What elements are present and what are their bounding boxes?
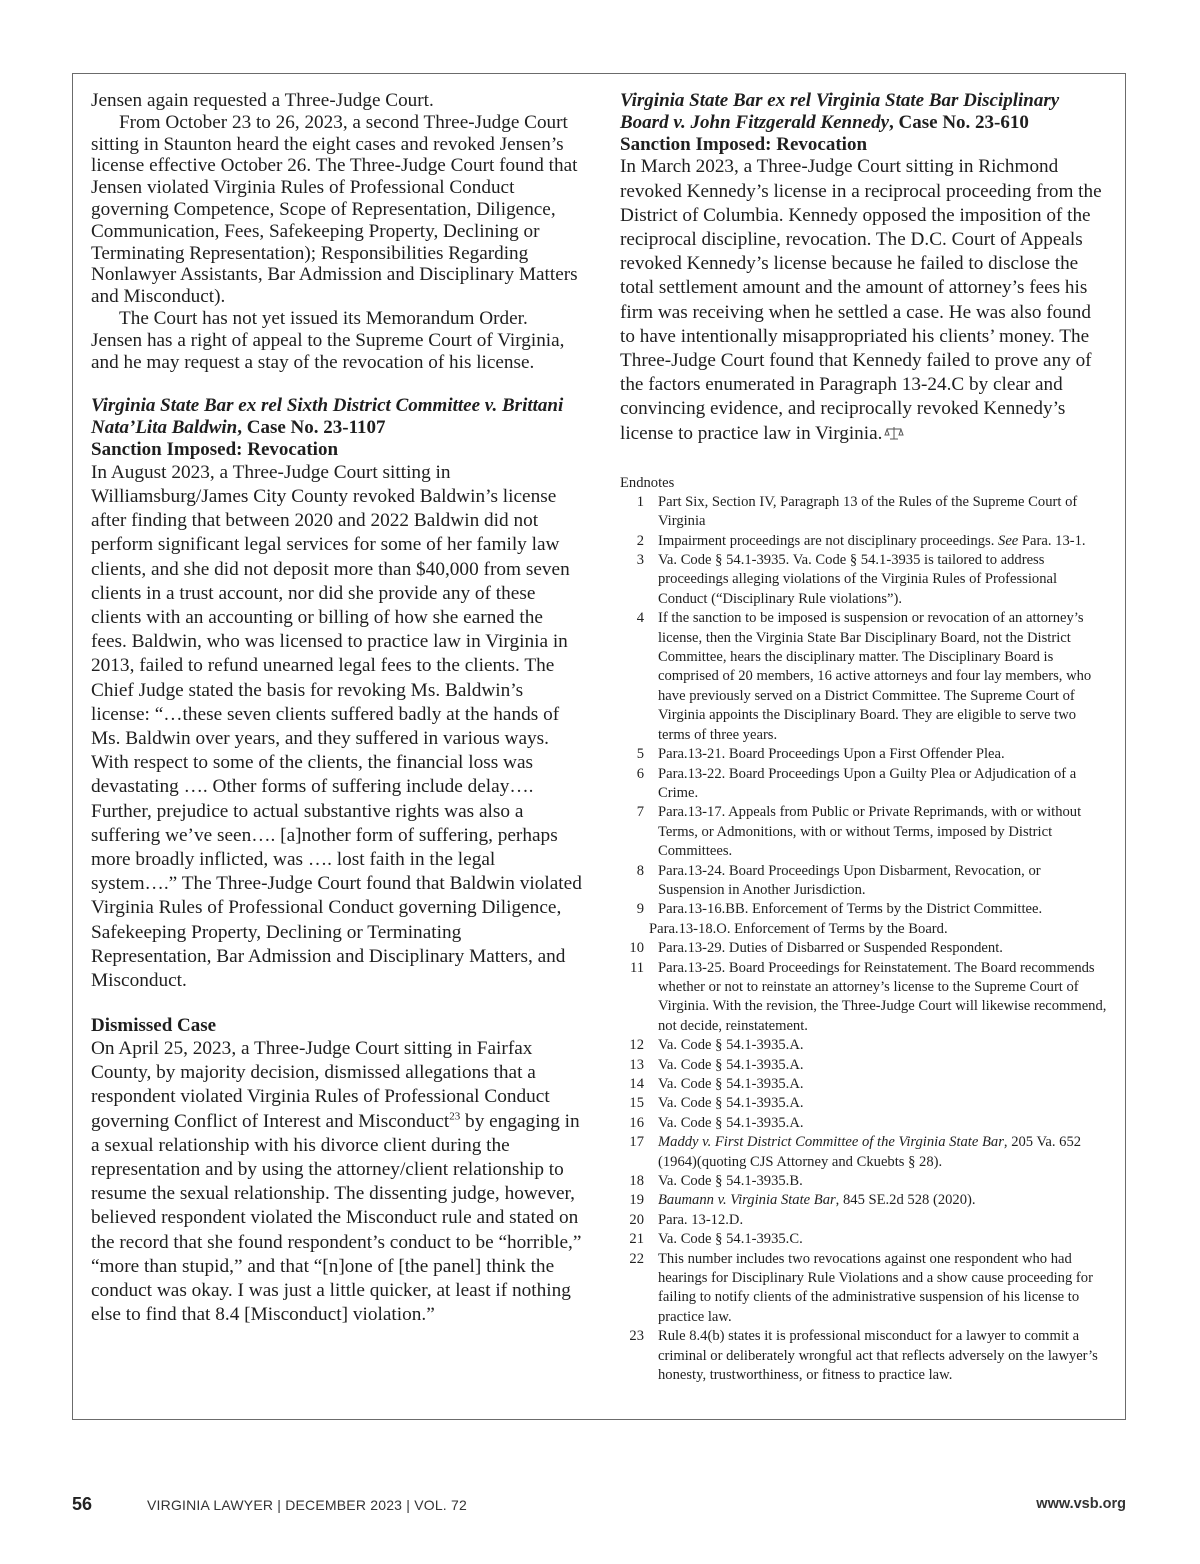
endnote-number: 2 — [636, 532, 644, 549]
endnote-number: 20 — [629, 1211, 644, 1228]
endnote-item — [620, 1250, 1108, 1328]
endnote-text: Va. Code § 54.1-3935.A. — [658, 1037, 804, 1054]
endnote-text: Para.13-17. Appeals from Public or Private Reprimands, with or without Terms, or Admonitions, with or without Terms, imposed by District Committees. — [658, 804, 1082, 860]
case-number-baldwin: , Case No. 23-1107 — [237, 417, 386, 439]
endnote-text: Va. Code § 54.1-3935.A. — [658, 1076, 804, 1093]
endnote-text: Part Six, Section IV, Paragraph 13 of the Rules of the Supreme Court of Virginia — [658, 493, 1078, 530]
endnote-number: 17 — [629, 1134, 644, 1151]
endnote-text — [658, 1191, 1108, 1210]
endnote-number: 19 — [629, 1192, 644, 1209]
endnote-number: 21 — [629, 1231, 644, 1248]
endnote-text-italic: Maddy v. First District Committee of the Virginia State Bar — [658, 1134, 1004, 1151]
endnote-text: Para.13-22. Board Proceedings Upon a Guilty Plea or Adjudication of a Crime. — [658, 765, 1077, 801]
endnote-text: Para.13-16.BB. Enforcement of Terms by the District Committee. — [658, 901, 1043, 918]
endnote-text: If the sanction to be imposed is suspension or revocation of an attorney’s license, then the Virginia State Bar Disciplinary Board, not the District Committee, hears the disciplinary matter. The Disciplinary Board is comprised of 20 members, 16 active attorneys and four lay members, who have previously served on a District Committee. The Supreme Court of Virginia appoints the Disciplinary Board. They are eligible to serve two terms of three years. — [658, 610, 1092, 743]
endnote-item — [620, 532, 1108, 551]
endnote-item — [620, 959, 1108, 1037]
endnote-number: 6 — [636, 765, 644, 782]
intro-paragraph-3: The Court has not yet issued its Memorandum Order. Jensen has a right of appeal to the Supreme Court of Virginia, and he may request a stay of the revocation of his license. — [91, 307, 565, 373]
sanction-kennedy: Sanction Imposed: Revocation — [620, 133, 868, 155]
endnote-number: 14 — [629, 1076, 644, 1093]
endnote-item — [620, 939, 1108, 958]
dismissed-case-heading: Dismissed Case — [91, 1015, 217, 1037]
endnote-item — [620, 862, 1108, 901]
page-number: 56 — [72, 1494, 93, 1514]
endnote-text: Va. Code § 54.1-3935.A. — [658, 1056, 804, 1073]
endnote-text: Para. 13-12.D. — [658, 1211, 744, 1228]
endnote-number: 13 — [629, 1056, 644, 1073]
endnote-number: 1 — [636, 493, 644, 510]
endnote-number: 12 — [629, 1037, 644, 1054]
right-column — [620, 90, 1108, 1386]
endnote-text-part: Para. 13-1. — [1018, 532, 1086, 549]
case-body-kennedy — [620, 155, 1108, 445]
endnote-number: 9 — [636, 901, 644, 918]
endnote-text: Para.13-24. Board Proceedings Upon Disbarment, Revocation, or Suspension in Another Jurisdiction. — [658, 862, 1041, 898]
endnote-text: Va. Code § 54.1-3935.A. — [658, 1114, 804, 1131]
endnote-number: 11 — [629, 959, 644, 976]
endnote-item — [620, 493, 1108, 532]
case-title-kennedy — [620, 90, 1108, 134]
endnote-number: 15 — [629, 1095, 644, 1112]
intro-paragraph-1: Jensen again requested a Three-Judge Court. — [91, 90, 434, 111]
dismissed-body-part-a: On April 25, 2023, a Three-Judge Court sitting in Fairfax County, by majority decision, dismissed allegations that a respondent violated Virginia Rules of Professional Conduct governing Conflict of Interest and Misconduct — [91, 1038, 550, 1132]
endnote-number: 10 — [629, 940, 644, 957]
endnote-number: 18 — [629, 1173, 644, 1190]
endnote-text: Va. Code § 54.1-3935.A. — [658, 1095, 804, 1112]
endnote-item — [620, 1114, 1108, 1133]
endnote-text-part: , 205 Va. 652 (1964)(quoting CJS Attorney and Ckuebts § 28). — [658, 1134, 1082, 1170]
case-number-kennedy: , Case No. 23-610 — [889, 111, 1029, 133]
endnote-text: Para.13-25. Board Proceedings for Reinstatement. The Board recommends whether or not to reinstate an attorney’s license to the Supreme Court of Virginia. With the revision, the Three-Judge Court will likewise recommend, not decide, reinstatement. — [658, 959, 1107, 1034]
scales-of-justice-icon — [884, 423, 904, 437]
case-title-baldwin — [91, 395, 583, 439]
endnote-number: 3 — [636, 552, 644, 569]
endnote-item — [620, 765, 1108, 804]
endnote-item — [620, 1172, 1108, 1191]
endnote-text-part: Impairment proceedings are not disciplinary proceedings. — [658, 532, 999, 549]
endnote-text: Va. Code § 54.1-3935.C. — [658, 1231, 803, 1248]
endnote-item — [620, 1094, 1108, 1113]
endnote-text: Para.13-29. Duties of Disbarred or Suspended Respondent. — [658, 940, 1003, 957]
endnote-item — [620, 900, 1108, 919]
endnote-text: Para.13-21. Board Proceedings Upon a First Offender Plea. — [658, 746, 1005, 763]
endnote-text-italic: Baumann v. Virginia State Bar — [658, 1192, 836, 1209]
endnote-number: 22 — [629, 1250, 644, 1267]
endnote-item — [620, 1230, 1108, 1249]
endnote-item — [620, 1191, 1108, 1210]
endnote-number: 4 — [636, 610, 644, 627]
endnote-item — [620, 1056, 1108, 1075]
endnote-item — [620, 1075, 1108, 1094]
case-body-kennedy-text: In March 2023, a Three-Judge Court sitting in Richmond revoked Kennedy’s license in a reciprocal proceeding from the District of Columbia. Kennedy opposed the imposition of the reciprocal discipline, revocation. The D.C. Court of Appeals revoked Kennedy’s license because he failed to disclose the total settlement amount and the amount of attorney’s fees his firm was receiving when he settled a case. He was also found to have intentionally misappropriated his clients’ money. The Three-Judge Court found that Kennedy failed to prove any of the factors enumerated in Paragraph 13-24.C by clear and convincing evidence, and reciprocally revoked Kennedy’s license to practice law in Virginia. — [620, 156, 1102, 444]
endnotes-section — [620, 474, 1108, 1386]
case-title-kennedy-italic: Virginia State Bar ex rel Virginia State Bar Disciplinary Board v. John Fitzgerald Kennedy — [620, 90, 1060, 133]
endnote-item — [620, 1327, 1108, 1385]
sanction-baldwin: Sanction Imposed: Revocation — [91, 438, 339, 460]
endnote-item — [620, 609, 1108, 745]
endnote-item — [620, 803, 1108, 861]
left-column — [91, 90, 583, 1327]
page-footer — [0, 1493, 1200, 1517]
endnote-text — [658, 532, 1108, 551]
endnote-number: 23 — [629, 1328, 644, 1345]
endnote-ref-23: 23 — [449, 1110, 461, 1123]
endnote-text: This number includes two revocations against one respondent who had hearings for Disciplinary Rule Violations and a show cause proceeding for failing to notify clients of the administrative suspension of his license to practice law. — [658, 1250, 1093, 1325]
dismissed-body-part-b: by engaging in a sexual relationship with his divorce client during the representation and by using the attorney/client relationship to resume the sexual relationship. The dissenting judge, however, believed respondent violated the Misconduct rule and stated on the record that she found respondent’s conduct to be “horrible,” “more than stupid,” and that “[n]one of [the panel] think the conduct was okay. I was just a little quicker, at least if nothing else to find that 8.4 [Misconduct] violation.” — [91, 1110, 582, 1326]
endnote-item — [620, 1133, 1108, 1172]
website-link[interactable]: www.vsb.org — [1036, 1496, 1126, 1512]
endnote-number: 5 — [636, 746, 644, 763]
publication-masthead: VIRGINIA LAWYER | DECEMBER 2023 | VOL. 72 — [147, 1497, 467, 1513]
endnote-text: Va. Code § 54.1-3935. Va. Code § 54.1-3935 is tailored to address proceedings alleging violations of the Virginia Rules of Professional Conduct (“Disciplinary Rule violations”). — [658, 552, 1058, 607]
endnote-number: 8 — [636, 862, 644, 879]
endnotes-heading: Endnotes — [620, 474, 675, 491]
endnote-text-italic: See — [998, 532, 1019, 549]
endnote-item — [620, 745, 1108, 764]
endnote-9-continuation: Para.13-18.O. Enforcement of Terms by the Board. — [649, 920, 948, 937]
endnote-item — [620, 551, 1108, 609]
dismissed-case-body — [91, 1037, 583, 1327]
endnote-text: Va. Code § 54.1-3935.B. — [658, 1173, 803, 1190]
endnote-number: 16 — [629, 1114, 644, 1131]
endnote-text — [658, 1133, 1108, 1172]
case-body-baldwin: In August 2023, a Three-Judge Court sitting in Williamsburg/James City County revoked Baldwin’s license after finding that between 2020 and 2022 Baldwin did not perform significant legal services for some of her family law clients, and she did not deposit more than $40,000 from seven clients in a trust account, nor did she provide any of these clients with an accounting or billing of how she earned the fees. Baldwin, who was licensed to practice law in Virginia in 2013, failed to refund unearned legal fees to the clients. The Chief Judge stated the basis for revoking Ms. Baldwin’s license: “…these seven clients suffered badly at the hands of Ms. Baldwin over years, and they suffered in various ways. With respect to some of the clients, the financial loss was devastating …. Other forms of suffering include delay…. Further, prejudice to actual substantive rights was also a suffering we’ve seen…. [a]nother form of suffering, perhaps more broadly inflicted, was …. lost faith in the legal system….” The Three-Judge Court found that Baldwin violated Virginia Rules of Professional Conduct governing Diligence, Safekeeping Property, Declining or Terminating Representation, Bar Admission and Disciplinary Matters, and Misconduct. — [91, 461, 582, 992]
endnote-item — [620, 1036, 1108, 1055]
endnote-item — [620, 1211, 1108, 1230]
endnote-number: 7 — [636, 804, 644, 821]
intro-paragraph-2: From October 23 to 26, 2023, a second Three-Judge Court sitting in Staunton heard the eight cases and revoked Jensen’s license effective October 26. The Three-Judge Court found that Jensen violated Virginia Rules of Professional Conduct governing Competence, Scope of Representation, Diligence, Communication, Fees, Safekeeping Property, Declining or Terminating Representation); Responsibilities Regarding Nonlawyer Assistants, Bar Admission and Disciplinary Matters and Misconduct). — [91, 111, 578, 308]
endnote-text-part: , 845 SE.2d 528 (2020). — [835, 1192, 976, 1209]
endnote-text: Rule 8.4(b) states it is professional misconduct for a lawyer to commit a criminal or deliberately wrongful act that reflects adversely on the lawyer’s honesty, trustworthiness, or fitness to practice law. — [658, 1328, 1098, 1384]
case-title-baldwin-italic: Virginia State Bar ex rel Sixth District Committee v. Brittani Nata’Lita Baldwin — [91, 395, 564, 439]
section-spacer — [91, 373, 583, 395]
section-spacer — [91, 993, 583, 1015]
